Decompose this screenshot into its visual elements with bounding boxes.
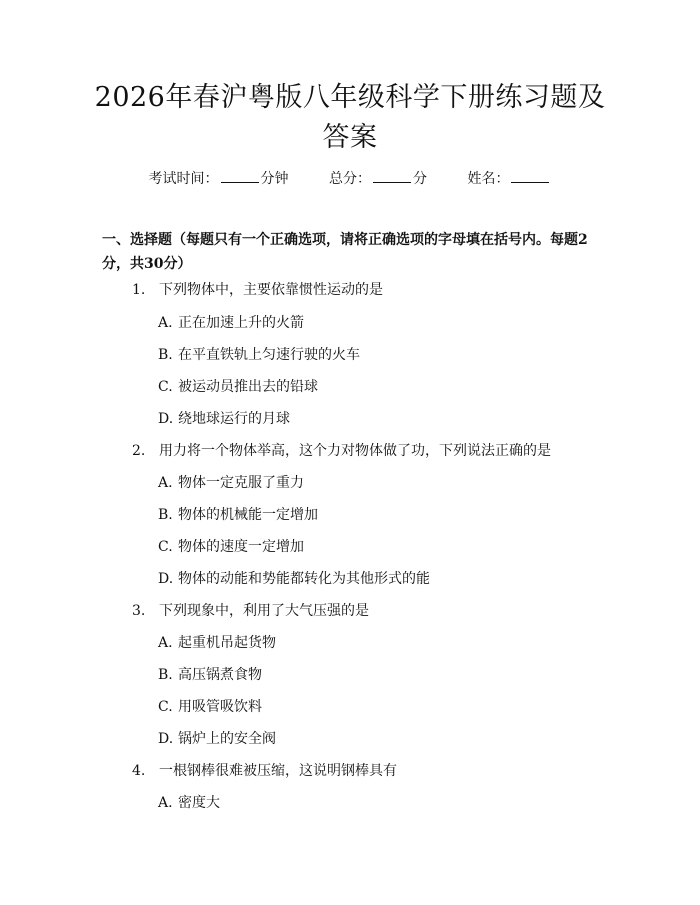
exam-time-label: 考试时间：: [148, 171, 219, 187]
option-text: 物体的动能和势能都转化为其他形式的能: [178, 571, 430, 587]
exam-time-field: [149, 168, 289, 189]
total-score-blank: [373, 168, 411, 183]
exam-time-unit: 分钟: [260, 171, 289, 187]
document-title: 2026年春沪粤版八年级科学下册练习题及答案: [94, 82, 606, 153]
question-3-option-d: [158, 729, 276, 749]
option-letter: D.: [158, 571, 174, 587]
question-2-option-d: [158, 569, 430, 589]
total-score-label: 总分：: [329, 171, 371, 187]
total-score-field: [329, 168, 427, 189]
option-letter: D.: [158, 411, 174, 427]
question-3-option-a: [158, 633, 276, 653]
question-3-option-b: [158, 665, 262, 685]
exam-info-line: [0, 168, 700, 189]
option-letter: B.: [158, 347, 173, 363]
question-text: 一根钢棒很难被压缩，这说明钢棒具有: [159, 763, 397, 779]
question-text: 用力将一个物体举高，这个力对物体做了功，下列说法正确的是: [159, 443, 551, 459]
question-number: 4.: [132, 763, 146, 779]
option-text: 在平直铁轨上匀速行驶的火车: [178, 347, 360, 363]
section-heading-multiple-choice: 一、选择题（每题只有一个正确选项，请将正确选项的字母填在括号内。每题2分，共30分）: [102, 232, 588, 272]
option-letter: C.: [158, 539, 173, 555]
question-1: [132, 280, 383, 300]
question-2-option-a: [158, 473, 304, 493]
option-text: 物体一定克服了重力: [178, 475, 304, 491]
option-letter: A.: [158, 635, 173, 651]
option-letter: A.: [158, 795, 173, 811]
option-text: 高压锅煮食物: [178, 667, 262, 683]
question-number: 1.: [132, 282, 146, 298]
exam-time-blank: [221, 168, 259, 183]
question-3-option-c: [158, 697, 262, 717]
question-text: 下列物体中，主要依靠惯性运动的是: [159, 282, 383, 298]
question-number: 3.: [132, 603, 146, 619]
option-text: 正在加速上升的火箭: [178, 315, 304, 331]
option-text: 被运动员推出去的铅球: [178, 379, 318, 395]
question-3: [132, 601, 369, 621]
question-text: 下列现象中，利用了大气压强的是: [159, 603, 369, 619]
student-name-label: 姓名：: [467, 171, 510, 187]
question-4: [132, 761, 397, 781]
option-text: 物体的速度一定增加: [178, 539, 304, 555]
question-4-option-a: [158, 793, 220, 813]
option-letter: D.: [158, 731, 174, 747]
option-letter: C.: [158, 379, 173, 395]
option-text: 物体的机械能一定增加: [178, 507, 318, 523]
option-letter: B.: [158, 667, 173, 683]
question-2: [132, 441, 551, 461]
option-letter: B.: [158, 507, 173, 523]
option-text: 密度大: [178, 795, 220, 811]
option-letter: A.: [158, 475, 173, 491]
question-1-option-c: [158, 377, 318, 397]
question-1-option-b: [158, 345, 360, 365]
option-text: 锅炉上的安全阀: [178, 731, 276, 747]
option-text: 起重机吊起货物: [178, 635, 276, 651]
option-text: 用吸管吸饮料: [178, 699, 262, 715]
question-2-option-b: [158, 505, 318, 525]
option-letter: C.: [158, 699, 173, 715]
total-score-unit: 分: [413, 171, 427, 187]
option-letter: A.: [158, 315, 173, 331]
question-number: 2.: [132, 443, 146, 459]
option-text: 绕地球运行的月球: [178, 411, 290, 427]
student-name-blank: [511, 168, 549, 183]
student-name-field: [467, 168, 551, 189]
question-1-option-d: [158, 409, 290, 429]
question-1-option-a: [158, 313, 304, 333]
question-2-option-c: [158, 537, 304, 557]
